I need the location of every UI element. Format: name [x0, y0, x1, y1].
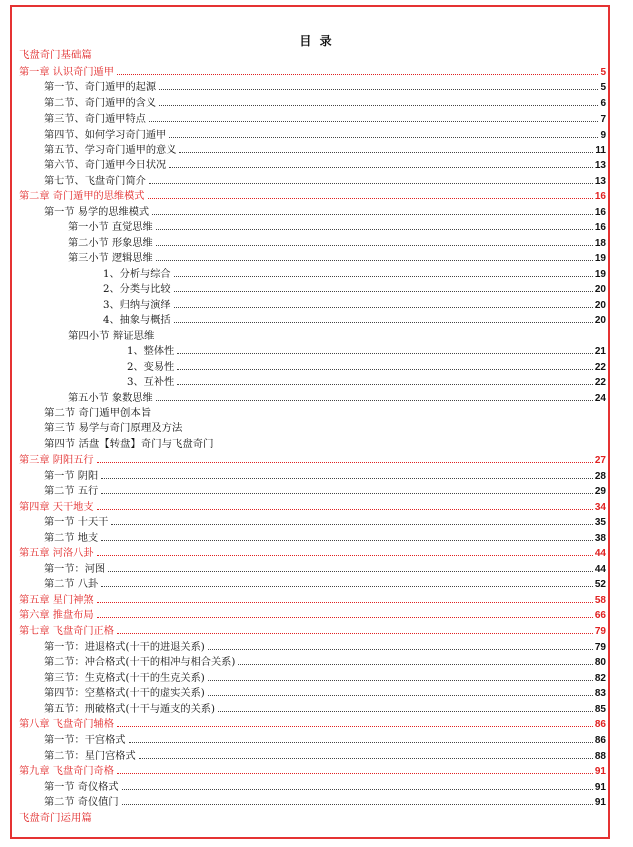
- dot-leader: [97, 601, 593, 603]
- page-number: 91: [594, 766, 606, 777]
- page-number: 86: [594, 719, 606, 730]
- page-number: 82: [594, 673, 606, 684]
- dot-leader: [139, 757, 593, 759]
- dot-leader: [101, 477, 593, 479]
- toc-entry-label: 第九章 飞盘奇门奇格: [19, 766, 114, 777]
- toc-entry-label: 第三节 易学与奇门原理及方法: [44, 422, 183, 434]
- toc-entry-row[interactable]: [44, 80, 606, 95]
- toc-entry-label: 第一节 奇仪格式: [44, 782, 119, 793]
- page-number: 20: [594, 315, 606, 326]
- toc-entry-row[interactable]: [44, 671, 606, 686]
- toc-entry-label: 第五小节 象数思维: [68, 393, 153, 404]
- page-number: 9: [600, 130, 606, 141]
- toc-entry-row[interactable]: [44, 128, 606, 143]
- page-number: 16: [594, 207, 606, 218]
- dot-leader: [97, 554, 593, 556]
- dot-leader: [101, 585, 593, 587]
- page-number: 29: [594, 486, 606, 497]
- dot-leader: [174, 290, 593, 292]
- toc-chapter-row[interactable]: [19, 546, 606, 561]
- toc-entry-label: 第二节：星门宫格式: [44, 751, 136, 762]
- dot-leader: [177, 383, 593, 385]
- page-number: 18: [594, 238, 606, 249]
- toc-entry-row[interactable]: [44, 515, 606, 530]
- toc-entry-label: 第三节：生克格式(十干的生克关系): [44, 673, 205, 684]
- toc-entry-label: 3、归纳与演绎: [103, 300, 171, 311]
- toc-entry-label: 第一节、奇门遁甲的起源: [44, 82, 157, 93]
- toc-entry-label: 第一节：干宫格式: [44, 735, 126, 746]
- toc-entry-row[interactable]: [44, 655, 606, 670]
- dot-leader: [208, 694, 593, 696]
- page-number: 91: [594, 782, 606, 793]
- dot-leader: [169, 166, 593, 168]
- toc-entry-row[interactable]: [44, 158, 606, 173]
- dot-leader: [179, 151, 593, 153]
- page-number: 20: [594, 300, 606, 311]
- page-number: 19: [594, 269, 606, 280]
- toc-entry-label: 第四节：空墓格式(十干的虚实关系): [44, 688, 205, 699]
- page-number: 22: [594, 362, 606, 373]
- dot-leader: [208, 679, 593, 681]
- toc-entry-label: 第五章 星门神煞: [19, 595, 94, 606]
- toc-entry-label: 第二节 五行: [44, 486, 99, 497]
- toc-entry-label: 第四小节 辩证思维: [68, 330, 155, 342]
- toc-entry-row[interactable]: [68, 236, 606, 251]
- dot-leader: [156, 228, 593, 230]
- toc-entry-label: 第二节 地支: [44, 533, 99, 544]
- toc-entry-row[interactable]: [44, 686, 606, 701]
- toc-entry-row[interactable]: [44, 469, 606, 484]
- dot-leader: [101, 539, 593, 541]
- toc-entry-label: 1、整体性: [127, 346, 175, 357]
- dot-leader: [159, 104, 598, 106]
- toc-entry-label: 第三小节 逻辑思维: [68, 253, 153, 264]
- dot-leader: [117, 725, 593, 727]
- dot-leader: [122, 803, 593, 805]
- toc-entry-row[interactable]: [44, 749, 606, 764]
- dot-leader: [108, 570, 593, 572]
- toc-title: 目 录: [299, 34, 334, 48]
- page-number: 5: [600, 82, 606, 93]
- toc-entry-label: 第三章 阴阳五行: [19, 455, 94, 466]
- page-number: 22: [594, 377, 606, 388]
- dot-leader: [122, 788, 593, 790]
- toc-entry-row[interactable]: [127, 375, 606, 390]
- dot-leader: [159, 88, 598, 90]
- toc-entry-row[interactable]: [44, 96, 606, 111]
- toc-part-heading: 飞盘奇门运用篇: [19, 812, 92, 824]
- page-number: 5: [600, 67, 606, 78]
- dot-leader: [149, 182, 593, 184]
- toc-entry-label: 第七章 飞盘奇门正格: [19, 626, 114, 637]
- dot-leader: [218, 710, 593, 712]
- toc-entry-label: 第五节：刑破格式(十干与遁支的关系): [44, 704, 215, 715]
- toc-entry-label: 第二节 八卦: [44, 579, 99, 590]
- toc-entry-label: 第六节、奇门遁甲今日状况: [44, 160, 167, 171]
- toc-entry-label: 第四节 活盘【转盘】奇门与飞盘奇门: [44, 438, 214, 450]
- page-number: 6: [600, 98, 606, 109]
- dot-leader: [238, 663, 593, 665]
- toc-chapter-row[interactable]: [19, 65, 606, 80]
- dot-leader: [156, 244, 593, 246]
- dot-leader: [208, 648, 593, 650]
- page-number: 91: [594, 797, 606, 808]
- page-number: 44: [594, 564, 606, 575]
- toc-entry-label: 3、互补性: [127, 377, 175, 388]
- toc-entry-label: 第二节 奇门遁甲创本旨: [44, 407, 152, 419]
- dot-leader: [174, 321, 593, 323]
- toc-entry-row[interactable]: [44, 577, 606, 592]
- dot-leader: [174, 275, 593, 277]
- toc-entry-label: 第一节 阴阳: [44, 471, 99, 482]
- toc-entry-row[interactable]: [44, 174, 606, 189]
- page-number: 52: [594, 579, 606, 590]
- toc-entry-label: 2、分类与比较: [103, 284, 171, 295]
- dot-leader: [117, 632, 593, 634]
- page-number: 44: [594, 548, 606, 559]
- toc-chapter-row[interactable]: [19, 593, 606, 608]
- page-number: 35: [594, 517, 606, 528]
- toc-entry-row[interactable]: [68, 251, 606, 266]
- toc-chapter-row[interactable]: [19, 764, 606, 779]
- toc-entry-row[interactable]: [44, 143, 606, 158]
- dot-leader: [148, 197, 593, 199]
- toc-entry-label: 第二小节 形象思维: [68, 238, 153, 249]
- page-number: 19: [594, 253, 606, 264]
- toc-chapter-row[interactable]: [19, 189, 606, 204]
- toc-entry-row[interactable]: [44, 205, 606, 220]
- toc-entry-row[interactable]: [68, 391, 606, 406]
- page-number: 7: [600, 114, 606, 125]
- dot-leader: [174, 306, 593, 308]
- toc-entry-label: 第一节 易学的思维模式: [44, 207, 150, 218]
- page-number: 80: [594, 657, 606, 668]
- toc-chapter-row[interactable]: [19, 608, 606, 623]
- toc-entry-label: 1、分析与综合: [103, 269, 171, 280]
- toc-entry-row[interactable]: [44, 112, 606, 127]
- page-number: 79: [594, 626, 606, 637]
- toc-entry-row[interactable]: [44, 795, 606, 810]
- toc-entry-row[interactable]: [44, 733, 606, 748]
- page-number: 86: [594, 735, 606, 746]
- toc-entry-row[interactable]: [44, 531, 606, 546]
- toc-chapter-row[interactable]: [19, 500, 606, 515]
- toc-chapter-row[interactable]: [19, 453, 606, 468]
- toc-entry-label: 第五节、学习奇门遁甲的意义: [44, 145, 177, 156]
- dot-leader: [97, 461, 593, 463]
- page-number: 66: [594, 610, 606, 621]
- toc-chapter-row[interactable]: [19, 717, 606, 732]
- page-number: 34: [594, 502, 606, 513]
- dot-leader: [177, 368, 593, 370]
- toc-entry-row[interactable]: [44, 702, 606, 717]
- page-number: 20: [594, 284, 606, 295]
- toc-entry-label: 4、抽象与概括: [103, 315, 171, 326]
- toc-entry-row[interactable]: [44, 562, 606, 577]
- toc-entry-label: 第二章 奇门遁甲的思维模式: [19, 191, 145, 202]
- toc-entry-row[interactable]: [127, 360, 606, 375]
- toc-entry-label: 第二节：冲合格式(十干的相冲与相合关系): [44, 657, 236, 668]
- toc-entry-label: 第一小节 直觉思维: [68, 222, 153, 233]
- page-number: 21: [594, 346, 606, 357]
- dot-leader: [117, 772, 593, 774]
- toc-part-heading: 飞盘奇门基础篇: [19, 49, 92, 61]
- toc-entry-row[interactable]: [103, 282, 606, 297]
- dot-leader: [111, 523, 593, 525]
- toc-entry-label: 第一章 认识奇门遁甲: [19, 67, 114, 78]
- toc-entry-row[interactable]: [68, 220, 606, 235]
- dot-leader: [101, 492, 593, 494]
- dot-leader: [177, 352, 593, 354]
- page-number: 16: [594, 191, 606, 202]
- toc-entry-label: 第一节 十天干: [44, 517, 109, 528]
- toc-entry-label: 2、变易性: [127, 362, 175, 373]
- dot-leader: [156, 259, 593, 261]
- page-number: 16: [594, 222, 606, 233]
- page-number: 13: [594, 160, 606, 171]
- page-number: 79: [594, 642, 606, 653]
- toc-entry-label: 第四章 天干地支: [19, 502, 94, 513]
- toc-entry-row[interactable]: [103, 298, 606, 313]
- toc-entry-label: 第七节、飞盘奇门简介: [44, 176, 146, 187]
- toc-entry-row[interactable]: [44, 640, 606, 655]
- page-number: 83: [594, 688, 606, 699]
- toc-entry-row[interactable]: [127, 344, 606, 359]
- dot-leader: [169, 136, 598, 138]
- page-number: 11: [595, 145, 606, 156]
- toc-entry-label: 第六章 推盘布局: [19, 610, 94, 621]
- toc-entry-row[interactable]: [44, 484, 606, 499]
- dot-leader: [129, 741, 593, 743]
- toc-entry-label: 第八章 飞盘奇门辅格: [19, 719, 114, 730]
- toc-entry-label: 第四节、如何学习奇门遁甲: [44, 130, 167, 141]
- toc-entry-label: 第一节：河图: [44, 564, 106, 575]
- page-number: 85: [594, 704, 606, 715]
- page-number: 27: [594, 455, 606, 466]
- toc-entry-label: 第五章 河洛八卦: [19, 548, 94, 559]
- page-number: 24: [594, 393, 606, 404]
- dot-leader: [149, 120, 599, 122]
- dot-leader: [97, 508, 593, 510]
- page-number: 13: [594, 176, 606, 187]
- toc-entry-row[interactable]: [44, 780, 606, 795]
- page-number: 58: [594, 595, 606, 606]
- page-number: 38: [594, 533, 606, 544]
- page-number: 28: [594, 471, 606, 482]
- dot-leader: [97, 616, 593, 618]
- toc-entry-row[interactable]: [103, 313, 606, 328]
- dot-leader: [117, 73, 599, 75]
- toc-entry-label: 第二节、奇门遁甲的含义: [44, 98, 157, 109]
- toc-entry-label: 第一节：进退格式(十干的进退关系): [44, 642, 205, 653]
- toc-entry-label: 第二节 奇仪值门: [44, 797, 119, 808]
- dot-leader: [156, 399, 593, 401]
- toc-entry-label: 第三节、奇门遁甲特点: [44, 114, 146, 125]
- dot-leader: [152, 213, 593, 215]
- toc-chapter-row[interactable]: [19, 624, 606, 639]
- page-number: 88: [594, 751, 606, 762]
- toc-entry-row[interactable]: [103, 267, 606, 282]
